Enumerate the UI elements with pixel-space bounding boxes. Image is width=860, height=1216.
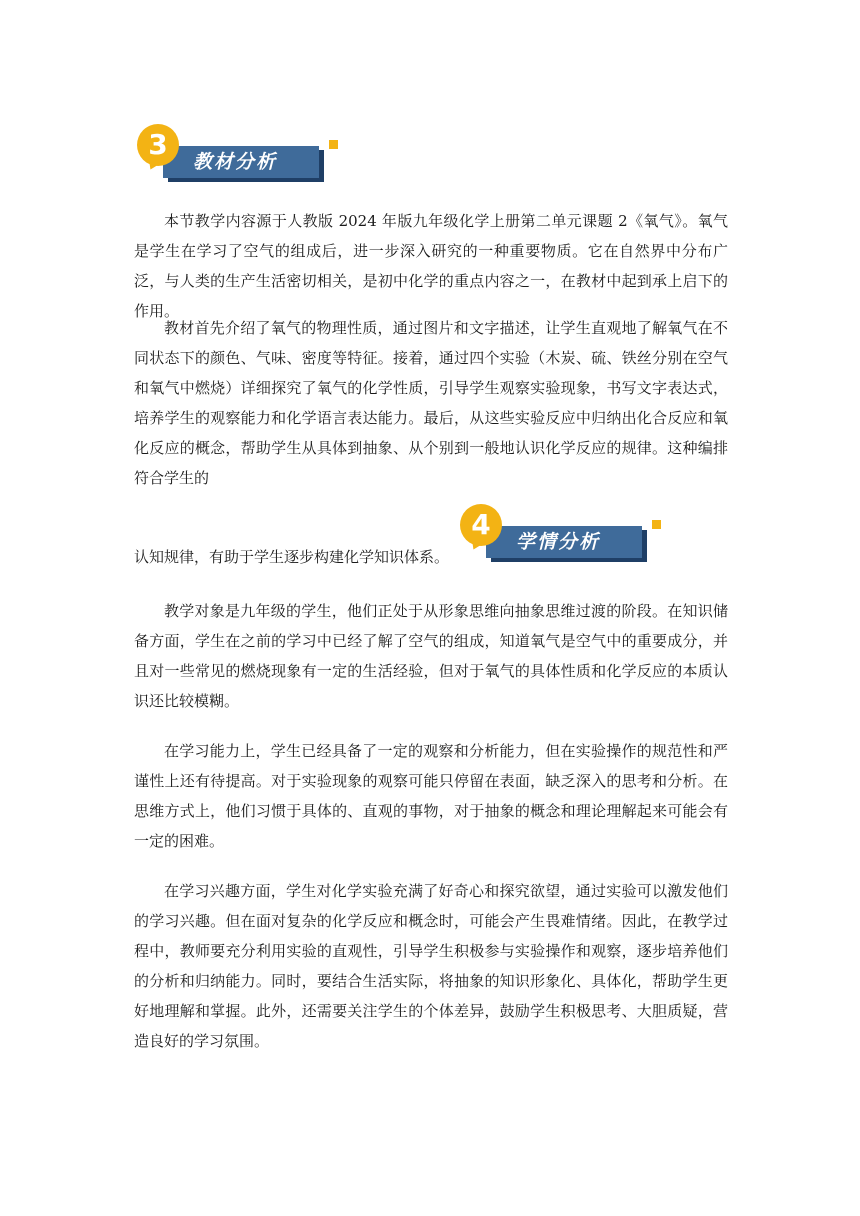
- section-number-icon: 4: [460, 504, 502, 546]
- paragraph-2-end: 认知规律，有助于学生逐步构建化学知识体系。: [134, 548, 450, 566]
- paragraph-3: 教学对象是九年级的学生，他们正处于从形象思维向抽象思维过渡的阶段。在知识储备方面，学生在之前的学习中已经了解了空气的组成，知道氧气是空气中的重要成分，并且对一些常见的燃烧现象有一定的生活经验，但对于氧气的具体性质和化学反应的本质认识还比较模糊。: [134, 602, 728, 710]
- paragraph-2: 教材首先介绍了氧气的物理性质，通过图片和文字描述，让学生直观地了解氧气在不同状态下的颜色、气味、密度等特征。接着，通过四个实验（木炭、硫、铁丝分别在空气和氧气中燃烧）详细探究了氧气的化学性质，引导学生观察实验现象，书写文字表达式，培养学生的观察能力和化学语言表达能力。最后，从这些实验反应中归纳出化合反应和氧化反应的概念，帮助学生从具体到抽象、从个别到一般地认识化学反应的规律。这种编排符合学生的: [134, 319, 728, 487]
- section-title-bar: [163, 146, 319, 178]
- section-title-bar: [486, 526, 642, 558]
- section-number-icon: 3: [137, 124, 179, 166]
- paragraph-5: 在学习兴趣方面，学生对化学实验充满了好奇心和探究欲望，通过实验可以激发他们的学习兴趣。但在面对复杂的化学反应和概念时，可能会产生畏难情绪。因此，在教学过程中，教师要充分利用实验的直观性，引导学生积极参与实验操作和观察，逐步培养他们的分析和归纳能力。同时，要结合生活实际，将抽象的知识形象化、具体化，帮助学生更好地理解和掌握。此外，还需要关注学生的个体差异，鼓励学生积极思考、大胆质疑，营造良好的学习氛围。: [134, 882, 728, 1050]
- paragraph-1: 本节教学内容源于人教版 2024 年版九年级化学上册第二单元课题 2《氧气》。氧气是学生在学习了空气的组成后，进一步深入研究的一种重要物质。它在自然界中分布广泛，与人类的生产生活密切相关，是初中化学的重点内容之一，在教材中起到承上启下的作用。: [134, 212, 728, 320]
- paragraph-4: 在学习能力上，学生已经具备了一定的观察和分析能力，但在实验操作的规范性和严谨性上还有待提高。对于实验现象的观察可能只停留在表面，缺乏深入的思考和分析。在思维方式上，他们习惯于具体的、直观的事物，对于抽象的概念和理论理解起来可能会有一定的困难。: [134, 742, 728, 850]
- section-badge-3: [137, 122, 342, 186]
- decor-square: [652, 520, 661, 529]
- decor-square: [329, 140, 338, 149]
- section-badge-4: [460, 502, 665, 566]
- section-title: 教材分析: [193, 151, 278, 173]
- section-title: 学情分析: [516, 531, 601, 553]
